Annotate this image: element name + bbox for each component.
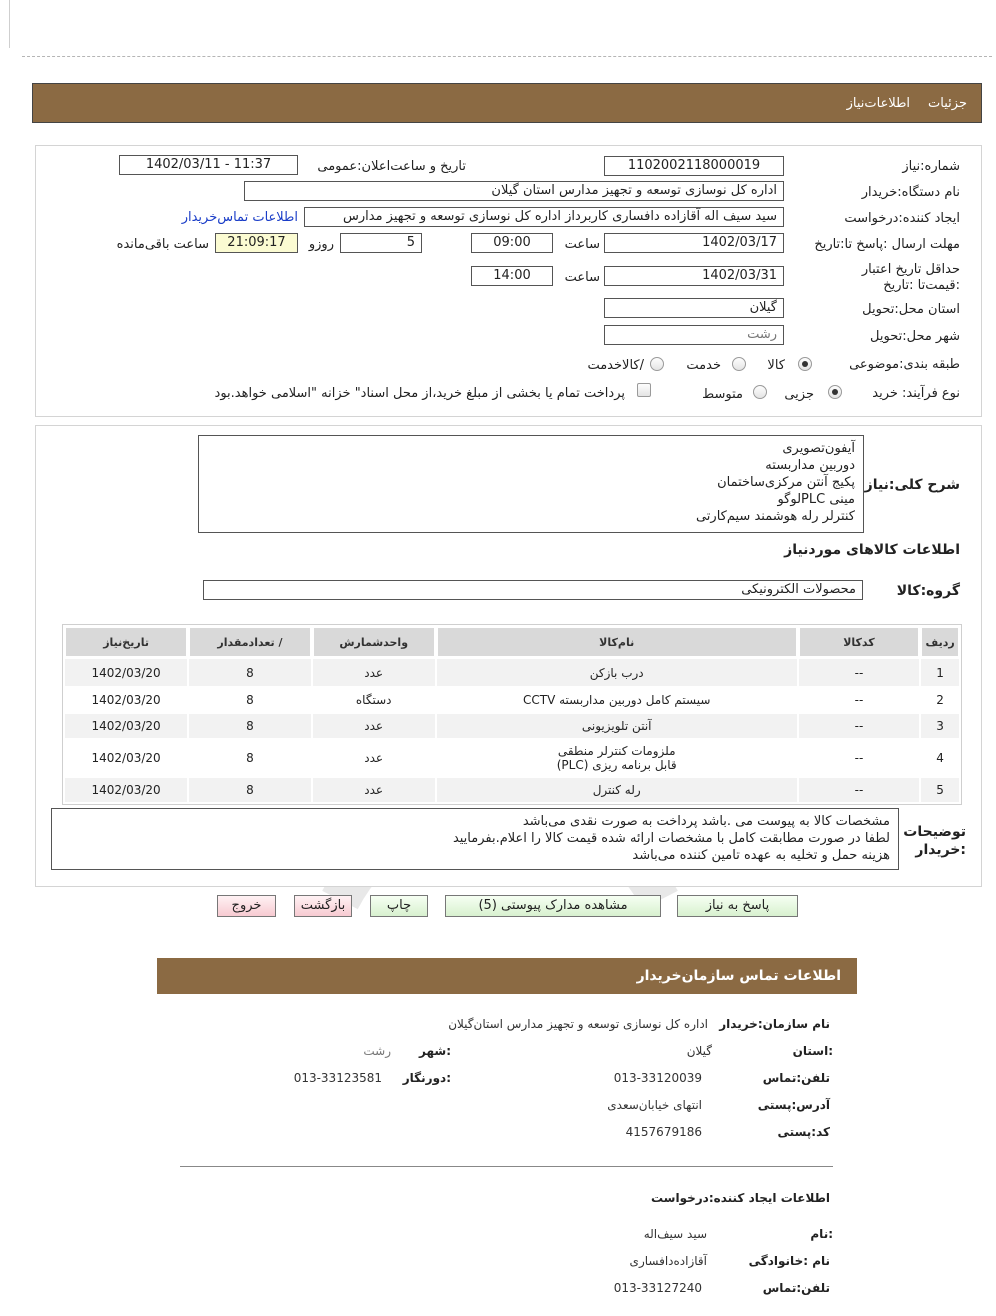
cell-name: درب بازکن: [437, 659, 797, 686]
creator-family-value: آقازاده‌دافساری: [629, 1254, 707, 1268]
validity-date-field: 1402/03/31: [604, 266, 784, 286]
cell-quantity: 8: [189, 714, 311, 738]
remaining-label: ساعت باقی‌مانده: [116, 237, 209, 252]
cell-date: 1402/03/20: [65, 659, 187, 686]
remaining-time-field: 21:09:17: [215, 233, 298, 253]
cell-code: --: [799, 659, 919, 686]
deadline-date-field: 1402/03/17: [604, 233, 784, 253]
cell-unit: عدد: [313, 740, 435, 776]
cell-unit: دستگاه: [313, 688, 435, 712]
table-row: [65, 688, 959, 712]
goods-info-title: اطلاعات کالاهای موردنیاز: [784, 542, 960, 558]
process-label: نوع فرآیند: خرید: [872, 386, 960, 401]
attachments-button[interactable]: مشاهده مدارک پیوستی (5): [445, 895, 661, 917]
postal-code-value: 4157679186: [625, 1125, 702, 1139]
exit-button[interactable]: خروج: [217, 895, 276, 917]
validity-time-label: ساعت: [564, 270, 600, 285]
cell-unit: عدد: [313, 659, 435, 686]
cell-name: سیستم کامل دوربین مداربسته CCTV: [437, 688, 797, 712]
cell-name: ملزومات کنترلر منطقی قابل برنامه ریزی (PLC): [437, 740, 797, 776]
summary-line: کنترلر رله هوشمند سیم‌کارتی: [695, 509, 855, 524]
province-contact-label: :استان: [792, 1044, 833, 1058]
validity-time-field: 14:00: [471, 266, 553, 286]
org-name-label: نام سازمان:خریدار: [719, 1017, 830, 1031]
province-field: گیلان: [604, 298, 784, 318]
cell-code: --: [799, 688, 919, 712]
details-title-bar: [32, 83, 982, 123]
buyer-notes-box: [51, 808, 899, 870]
print-button[interactable]: چاپ: [370, 895, 428, 917]
cell-row: 5: [921, 778, 959, 802]
payment-checkbox[interactable]: [637, 383, 651, 397]
fax-value: 013-33123581: [293, 1071, 382, 1085]
summary-line: مینی PLCلوگو: [777, 492, 855, 507]
cell-row: 2: [921, 688, 959, 712]
col-code: کدکالا: [799, 627, 919, 657]
announce-field: 1402/03/11 - 11:37: [119, 155, 298, 175]
days-field: 5: [340, 233, 422, 253]
creator-name-value: سید سیف‌اله: [643, 1227, 707, 1241]
category-goods-service-radio[interactable]: [650, 357, 664, 371]
summary-box: [198, 435, 864, 533]
postal-code-label: کد:پستی: [777, 1125, 830, 1139]
cell-quantity: 8: [189, 740, 311, 776]
buyer-note-line: مشخصات کالا به پیوست می .باشد پرداخت به صورت نقدی می‌باشد: [522, 814, 890, 829]
org-name-value: اداره کل نوسازی توسعه و تجهیز مدارس استان‌گیلان: [448, 1017, 708, 1031]
payment-note: پرداخت تمام یا بخشی از مبلغ خرید،از محل اسناد" خزانه "اسلامی خواهد.بود: [214, 386, 625, 401]
left-border-line: [9, 0, 10, 48]
buyer-org-field: اداره کل نوسازی توسعه و تجهیز مدارس استان گیلان: [244, 181, 784, 201]
tab-details[interactable]: جزئیات: [928, 95, 967, 111]
contact-title-bar: اطلاعات تماس سازمان‌خریدار: [157, 958, 857, 994]
province-label: استان محل:تحویل: [862, 302, 960, 317]
creator-field: سید سیف اله آقازاده دافساری کاربرداز اداره کل نوسازی توسعه و تجهیز مدارس: [304, 207, 784, 227]
cell-code: --: [799, 778, 919, 802]
creator-info-title: اطلاعات ایجاد کننده:درخواست: [650, 1191, 830, 1205]
phone-label: تلفن:تماس: [762, 1071, 830, 1085]
goods-group-field: محصولات الکترونیکی: [203, 580, 863, 600]
table-row: [65, 714, 959, 738]
cell-row: 3: [921, 714, 959, 738]
goods-group-label: گروه:کالا: [896, 583, 960, 599]
days-label: روزو: [308, 237, 334, 252]
cell-code: --: [799, 714, 919, 738]
buyer-note-line: هزینه حمل و تخلیه به عهده تامین کننده می‌باشد: [632, 848, 890, 863]
buyer-note-line: لطفا در صورت مطابقت کامل با مشخصات ارائه شده قیمت کالا را اعلام.بفرمایید: [452, 831, 890, 846]
col-name: نام‌کالا: [437, 627, 797, 657]
cell-date: 1402/03/20: [65, 714, 187, 738]
cell-unit: عدد: [313, 778, 435, 802]
province-contact-value: گیلان: [686, 1044, 712, 1058]
city-field: رشت: [604, 325, 784, 345]
process-partial-radio[interactable]: [828, 385, 842, 399]
summary-line: آیفون‌تصویری: [782, 441, 855, 456]
deadline-time-label: ساعت: [564, 237, 600, 252]
table-header-row: [65, 627, 959, 657]
buyer-contact-link[interactable]: اطلاعات تماس‌خریدار: [181, 210, 298, 225]
creator-phone-label: تلفن:تماس: [762, 1281, 830, 1295]
col-quantity: / تعدادمقدار: [189, 627, 311, 657]
col-date: تاریخ‌نیاز: [65, 627, 187, 657]
address-value: انتهای خیابان‌سعدی: [607, 1098, 702, 1112]
creator-family-label: نام :خانوادگی: [748, 1254, 830, 1268]
cell-date: 1402/03/20: [65, 740, 187, 776]
goods-table: [62, 624, 962, 805]
tab-need-info[interactable]: اطلاعات‌نیاز: [846, 95, 911, 111]
cell-quantity: 8: [189, 778, 311, 802]
cell-quantity: 8: [189, 688, 311, 712]
table-row: [65, 778, 959, 802]
city-contact-value: رشت: [363, 1044, 391, 1058]
contact-divider: [180, 1166, 833, 1167]
cell-code: --: [799, 740, 919, 776]
need-number-label: شماره‌:نیاز: [902, 159, 960, 174]
creator-label: ایجاد کننده:درخواست: [844, 211, 960, 226]
process-medium-radio[interactable]: [753, 385, 767, 399]
address-label: آدرس:پستی: [757, 1098, 830, 1112]
city-contact-label: :شهر: [419, 1044, 451, 1058]
back-button[interactable]: بازگشت: [294, 895, 352, 917]
process-medium-label: متوسط: [702, 387, 743, 402]
reply-button[interactable]: پاسخ به نیاز: [677, 895, 798, 917]
cell-date: 1402/03/20: [65, 778, 187, 802]
category-service-radio[interactable]: [732, 357, 746, 371]
need-number-field: 1102002118000019: [604, 156, 784, 176]
city-label: شهر محل:تحویل: [870, 329, 960, 344]
col-unit: واحدشمارش: [313, 627, 435, 657]
category-goods-label: کالا: [767, 358, 785, 373]
category-goods-service-label: /کالاخدمت: [587, 358, 644, 373]
deadline-label: مهلت ارسال :پاسخ تا:تاریخ: [814, 237, 960, 252]
buyer-notes-label: توضیحات :خریدار: [903, 824, 966, 858]
cell-name: آنتن تلویزیونی: [437, 714, 797, 738]
summary-label: شرح کلی:نیاز: [864, 477, 960, 493]
creator-name-label: :نام: [810, 1227, 833, 1241]
phone-value: 013-33120039: [613, 1071, 702, 1085]
top-divider: [22, 56, 992, 57]
category-service-label: خدمت: [686, 358, 721, 373]
cell-quantity: 8: [189, 659, 311, 686]
cell-unit: عدد: [313, 714, 435, 738]
category-label: طبقه بندی:موضوعی: [849, 357, 960, 372]
min-validity-label: حداقل تاریخ اعتبار :قیمت‌تا :تاریخ: [861, 262, 960, 293]
summary-line: دوربین مداربسته: [765, 458, 855, 473]
cell-date: 1402/03/20: [65, 688, 187, 712]
cell-row: 1: [921, 659, 959, 686]
cell-name: رله کنترل: [437, 778, 797, 802]
announce-label: تاریخ و ساعت‌اعلان:عمومی: [317, 159, 466, 174]
col-row: ردیف: [921, 627, 959, 657]
creator-phone-value: 013-33127240: [613, 1281, 702, 1295]
category-goods-radio[interactable]: [798, 357, 812, 371]
buyer-org-label: نام دستگاه:خریدار: [861, 185, 960, 200]
table-row: [65, 659, 959, 686]
fax-label: :دورنگار: [402, 1071, 451, 1085]
cell-row: 4: [921, 740, 959, 776]
summary-line: پکیج آنتن مرکزی‌ساختمان: [717, 475, 855, 490]
deadline-time-field: 09:00: [471, 233, 553, 253]
process-partial-label: جزیی: [784, 387, 814, 402]
table-row: [65, 740, 959, 776]
